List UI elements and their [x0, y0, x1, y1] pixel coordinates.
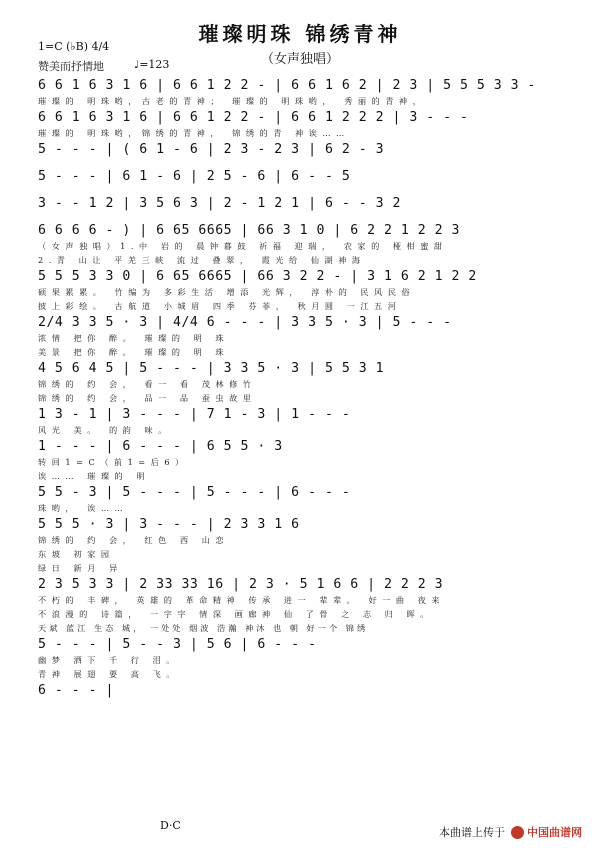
lyric-line: 诶…… 璀璨的 明	[38, 471, 151, 481]
notation-line: 6 6 1 6 3 1 6 | 6 6 1 2 2 - | 6 6 1 2 2 2 | 3 - - -	[38, 110, 469, 125]
notation-line: 2 3 5 3 3 | 2 33 33 16 | 2 3 · 5 1 6 6 | 2 2 2 3	[38, 577, 444, 592]
performance-mood: 赞美而抒情地	[38, 60, 104, 73]
notation-line: 1 - - - | 6 - - - | 6 5 5 · 3	[38, 439, 283, 454]
line-spacer	[38, 214, 583, 223]
footer-text: 本曲谱上传于	[439, 826, 505, 839]
notation-line: 4 5 6 4 5 | 5 - - - | 3 3 5 · 3 | 5 5 3 1	[38, 361, 385, 376]
lyric-line: 璀璨的 明珠哟，锦绣的青神， 锦绣的青 神诶……	[38, 128, 350, 138]
lyric-line: 东坡 初家园	[38, 549, 115, 559]
lyric-line: 不浪漫的 诗篇， 一字字 情深 画廊神 仙 了骨 之 志 归 晖。	[38, 609, 434, 619]
tempo-marking: ♩=123	[134, 58, 170, 71]
ending-marking: D·C	[160, 819, 181, 832]
notation-line: 5 5 5 3 3 0 | 6 65 6665 | 66 3 2 2 - | 3 1 6 2 1 2 2	[38, 269, 477, 284]
lyric-line: 不朽的 丰碑， 英雄的 革命精神 传承 进一 辈辈。 好一曲 夜来	[38, 595, 446, 605]
lyric-line: 青神 展翅 要 高 飞。	[38, 669, 180, 679]
notation-line: 5 5 5 · 3 | 3 - - - | 2 3 3 1 6	[38, 517, 300, 532]
line-spacer	[38, 701, 583, 710]
site-logo[interactable]	[511, 824, 582, 840]
lyric-line: 绿日 新月 异	[38, 563, 123, 573]
notation-line: 5 - - - | 6 1 - 6 | 2 5 - 6 | 6 - - 5	[38, 169, 351, 184]
lyric-line: 珠哟， 诶……	[38, 503, 129, 513]
lyric-line: 天斌 蓝江 生态 城， 一处处 烟波 浩瀚 神沐 也 朝 好一个 锦绣	[38, 623, 369, 633]
lyric-line: 2.青 山让 平羌三峡 流过 叠翠， 霞光给 仙湖神海	[38, 255, 366, 265]
lyric-line: 浓情 把你 醉。 璀璨的 明 珠	[38, 333, 230, 343]
score-body	[38, 78, 583, 710]
notation-line: 1 3 - 1 | 3 - - - | 7 1 - 3 | 1 - - -	[38, 407, 351, 422]
logo-text: 中国曲谱网	[527, 826, 582, 839]
logo-badge-icon	[511, 826, 524, 839]
key-signature: 1=C (♭B) 4/4	[38, 40, 110, 53]
notation-line: 2/4 3 3 5 · 3 | 4/4 6 - - - | 3 3 5 · 3 | 5 - - -	[38, 315, 452, 330]
line-spacer	[38, 160, 583, 169]
lyric-line: 幽梦 洒下 千 行 泪。	[38, 655, 180, 665]
notation-line: 5 - - - | 5 - - 3 | 5 6 | 6 - - -	[38, 637, 317, 652]
lyric-line: 锦绣的 约 会， 品一 品 蚕虫故里	[38, 393, 257, 403]
notation-line: 3 - - 1 2 | 3 5 6 3 | 2 - 1 2 1 | 6 - - 3 2	[38, 196, 401, 211]
lyric-line: 风光 美。 的韵 味。	[38, 425, 172, 435]
lyric-line: （女声独唱）1.中 岩的 晨钟暮鼓 祈福 迎瑞， 农家的 桠柑蜜甜	[38, 241, 448, 251]
line-spacer	[38, 187, 583, 196]
lyric-line: 璀璨的 明珠哟，古老的青神； 璀璨的 明珠哟， 秀丽的青神，	[38, 96, 427, 106]
lyric-line: 披上彩绘。 古航道 小城眉 四季 芬菲， 秋月圆 一江五河	[38, 301, 402, 311]
lyric-line: 锦绣的 约 会， 红色 西 山恋	[38, 535, 230, 545]
notation-line: 6 6 1 6 3 1 6 | 6 6 1 2 2 - | 6 6 1 6 2 | 2 3 | 5 5 5 3 3 -	[38, 78, 536, 93]
upload-footer	[439, 824, 582, 840]
notation-line: 5 - - - | ( 6 1 - 6 | 2 3 - 2 3 | 6 2 - 3	[38, 142, 385, 157]
notation-line: 5 5 - 3 | 5 - - - | 5 - - - | 6 - - -	[38, 485, 351, 500]
lyric-line: 硕果累累。 竹编为 多彩生活 增添 光辉， 淳朴的 民风民俗	[38, 287, 416, 297]
notation-line: 6 6 6 6 - ) | 6 65 6665 | 66 3 1 0 | 6 2 2 1 2 2 3	[38, 223, 460, 238]
lyric-line: 转回1=C（前1=后6）	[38, 457, 189, 467]
notation-line: 6 - - - |	[38, 683, 114, 698]
song-subtitle: （女声独唱）	[260, 52, 339, 67]
lyric-line: 锦绣的 约 会， 看一 看 茂林修竹	[38, 379, 257, 389]
lyric-line: 美景 把你 醉。 璀璨的 明 珠	[38, 347, 230, 357]
song-title: 璀璨明珠 锦绣青神	[198, 22, 402, 46]
